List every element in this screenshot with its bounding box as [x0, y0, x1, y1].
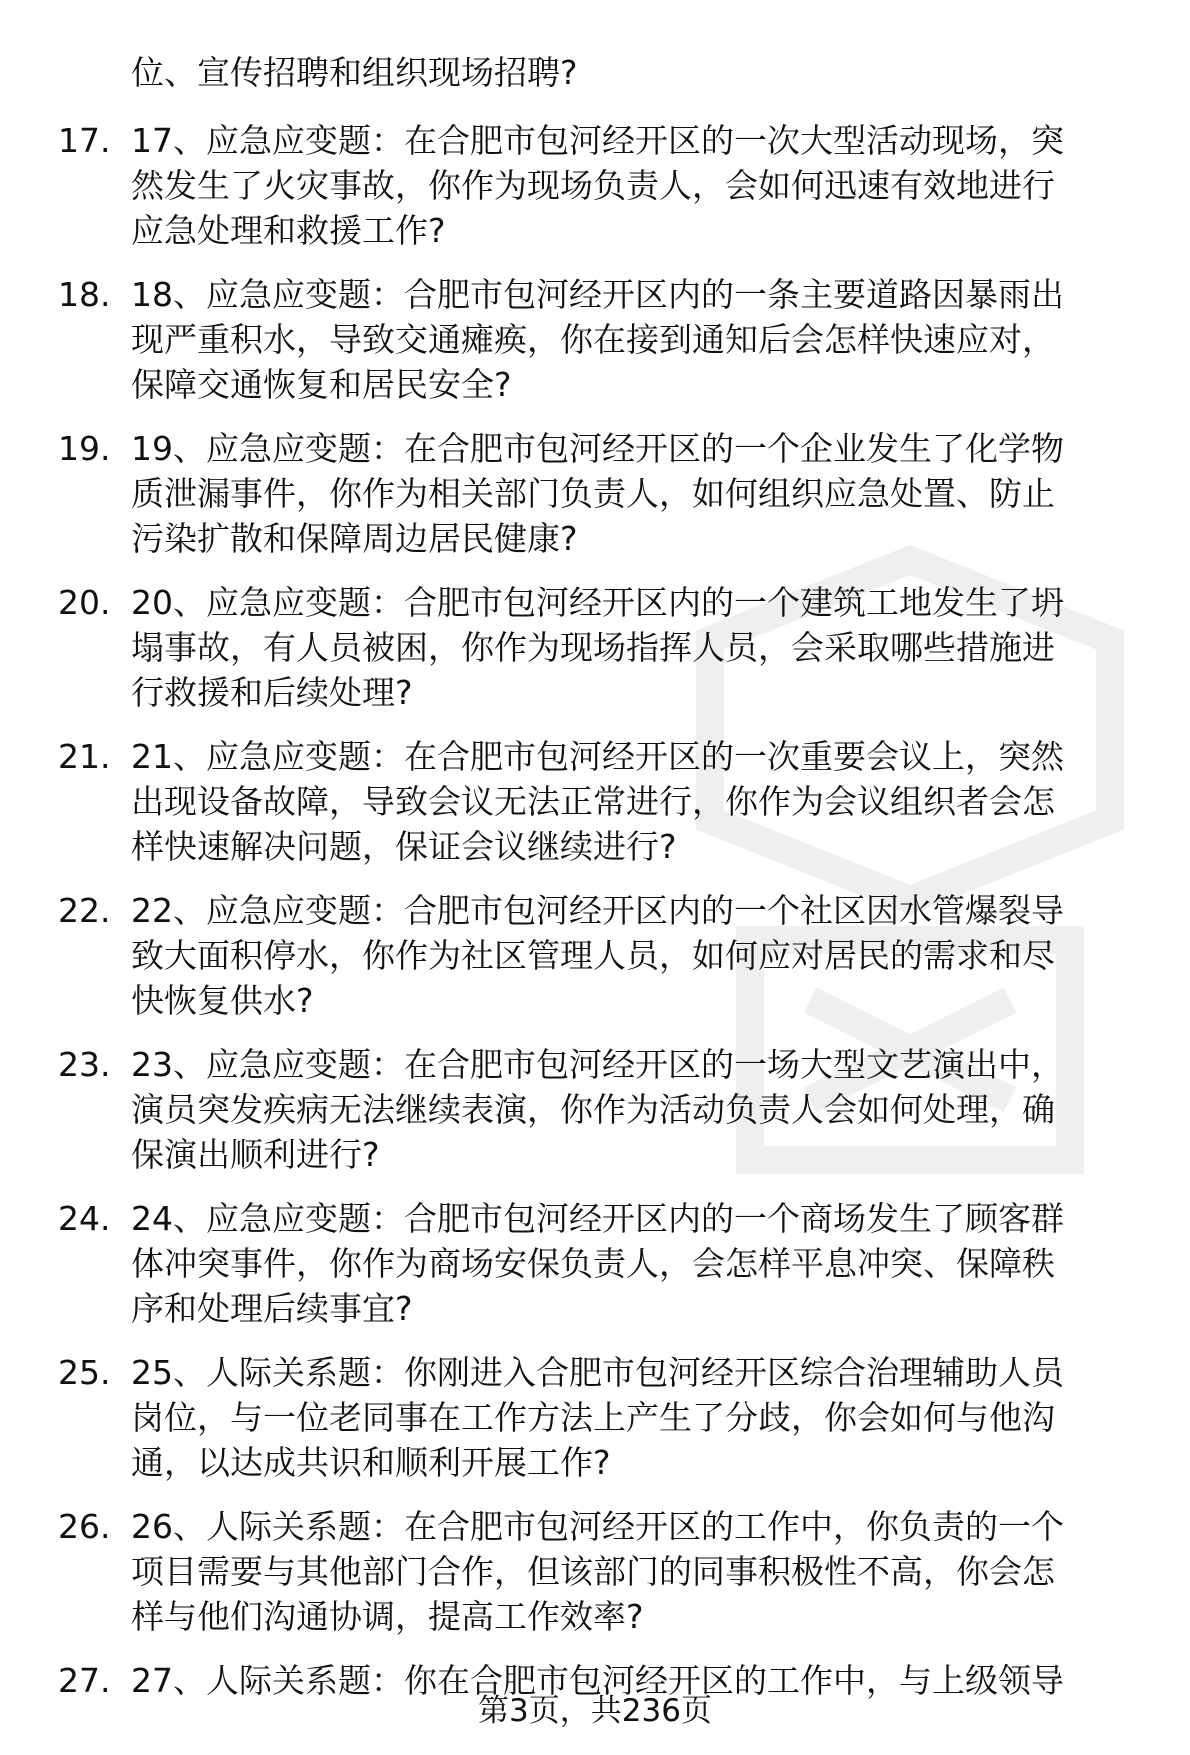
list-item [0, 1504, 1190, 1639]
question-number: 23. [58, 1045, 111, 1084]
question-number: 24. [58, 1199, 111, 1238]
question-line: 保障交通恢复和居民安全? [131, 365, 512, 404]
list-item [0, 118, 1190, 253]
question-number: 25. [58, 1353, 111, 1392]
question-line: 22、应急应变题：合肥市包河经开区内的一个社区因水管爆裂导 [131, 891, 1064, 930]
list-item [0, 272, 1190, 407]
question-number: 26. [58, 1507, 111, 1546]
question-text [131, 1504, 1160, 1639]
question-line: 20、应急应变题：合肥市包河经开区内的一个建筑工地发生了坍 [131, 583, 1064, 622]
question-line: 21、应急应变题：在合肥市包河经开区的一次重要会议上，突然 [131, 737, 1064, 776]
question-line: 保演出顺利进行? [131, 1135, 380, 1174]
question-line: 19、应急应变题：在合肥市包河经开区的一个企业发生了化学物 [131, 429, 1064, 468]
question-text [131, 1350, 1160, 1485]
question-line: 17、应急应变题：在合肥市包河经开区的一次大型活动现场，突 [131, 121, 1064, 160]
question-number: 19. [58, 429, 111, 468]
question-number: 17. [58, 121, 111, 160]
question-line: 演员突发疾病无法继续表演，你作为活动负责人会如何处理，确 [131, 1090, 1055, 1129]
question-list [0, 118, 1190, 1722]
list-item [0, 580, 1190, 715]
question-line: 体冲突事件，你作为商场安保负责人，会怎样平息冲突、保障秩 [131, 1244, 1055, 1283]
continuation-text: 位、宣传招聘和组织现场招聘? [131, 53, 578, 92]
page-footer: 第3页，共236页 [478, 1693, 712, 1729]
list-item [0, 888, 1190, 1023]
question-line: 质泄漏事件，你作为相关部门负责人，如何组织应急处置、防止 [131, 474, 1055, 513]
question-line: 现严重积水，导致交通瘫痪，你在接到通知后会怎样快速应对， [131, 320, 1055, 359]
question-number: 27. [58, 1661, 111, 1700]
list-item [0, 734, 1190, 869]
list-item [0, 1350, 1190, 1485]
question-number: 21. [58, 737, 111, 776]
question-text [131, 580, 1160, 715]
question-line: 序和处理后续事宜? [131, 1289, 413, 1328]
question-line: 岗位，与一位老同事在工作方法上产生了分歧，你会如何与他沟 [131, 1398, 1055, 1437]
question-number: 22. [58, 891, 111, 930]
question-number: 18. [58, 275, 111, 314]
question-line: 项目需要与其他部门合作，但该部门的同事积极性不高，你会怎 [131, 1552, 1055, 1591]
question-text [131, 1042, 1160, 1177]
list-item [0, 426, 1190, 561]
question-line: 致大面积停水，你作为社区管理人员，如何应对居民的需求和尽 [131, 936, 1055, 975]
question-text [131, 734, 1160, 869]
question-line: 18、应急应变题：合肥市包河经开区内的一条主要道路因暴雨出 [131, 275, 1064, 314]
question-line: 通，以达成共识和顺利开展工作? [131, 1443, 611, 1482]
question-line: 27、人际关系题：你在合肥市包河经开区的工作中，与上级领导 [131, 1661, 1064, 1700]
list-item [0, 1042, 1190, 1177]
question-line: 塌事故，有人员被困，你作为现场指挥人员，会采取哪些措施进 [131, 628, 1055, 667]
question-line: 样快速解决问题，保证会议继续进行? [131, 827, 677, 866]
question-text [131, 272, 1160, 407]
question-line: 样与他们沟通协调，提高工作效率? [131, 1597, 644, 1636]
question-line: 快恢复供水? [131, 981, 314, 1020]
question-line: 25、人际关系题：你刚进入合肥市包河经开区综合治理辅助人员 [131, 1353, 1064, 1392]
question-line: 行救援和后续处理? [131, 673, 413, 712]
question-line: 然发生了火灾事故，你作为现场负责人，会如何迅速有效地进行 [131, 166, 1055, 205]
question-text [131, 1196, 1160, 1331]
question-text [131, 888, 1160, 1023]
question-line: 23、应急应变题：在合肥市包河经开区的一场大型文艺演出中， [131, 1045, 1064, 1084]
question-number: 20. [58, 583, 111, 622]
question-text [131, 426, 1160, 561]
question-text [131, 118, 1160, 253]
question-line: 24、应急应变题：合肥市包河经开区内的一个商场发生了顾客群 [131, 1199, 1064, 1238]
question-line: 污染扩散和保障周边居民健康? [131, 519, 578, 558]
question-line: 出现设备故障，导致会议无法正常进行，你作为会议组织者会怎 [131, 782, 1055, 821]
question-line: 应急处理和救援工作? [131, 211, 446, 250]
question-line: 26、人际关系题：在合肥市包河经开区的工作中，你负责的一个 [131, 1507, 1064, 1546]
list-item [0, 1196, 1190, 1331]
